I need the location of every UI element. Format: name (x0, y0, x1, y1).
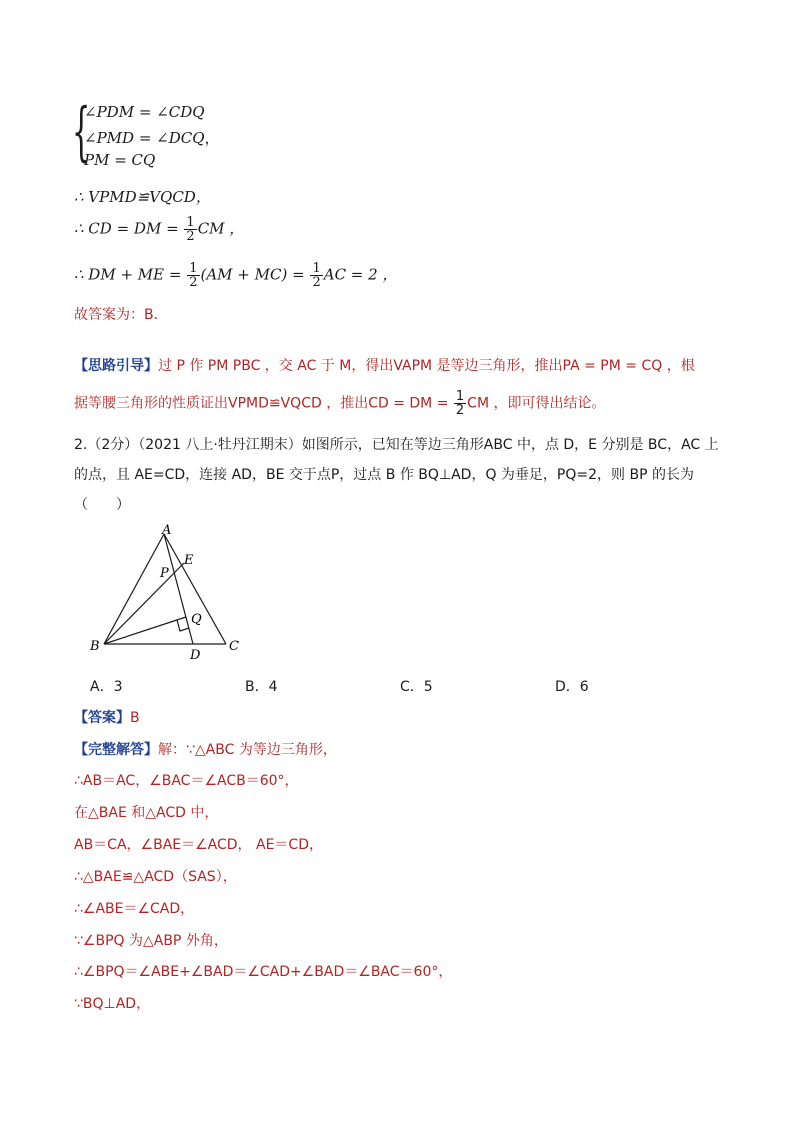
label-d: D (190, 648, 201, 663)
label-a: A (162, 523, 172, 538)
side-ac (164, 534, 226, 644)
triangle-figure (80, 520, 260, 665)
option-b: B．4 (245, 679, 278, 695)
solution-line: ∴∠BPQ＝∠ABE+∠BAD＝∠CAD+∠BAD＝∠BAC＝60°， (74, 964, 453, 980)
option-c: C．5 (400, 679, 433, 695)
hint-line-1: 【思路引导】过 P 作 PM PBC ，交 AC 于 M，得出VAPM 是等边三角形，推出PA = PM = CQ ，根 (74, 358, 695, 374)
question-line-3: （ ） (74, 497, 130, 513)
label-q: Q (191, 612, 202, 627)
label-e: E (184, 553, 194, 568)
solution-line: ∴∠ABE＝∠CAD， (74, 901, 195, 917)
question-line-2: 的点，且 AE=CD，连接 AD，BE 交于点P，过点 B 作 BQ⊥AD，Q 为垂足，PQ=2，则 BP 的长为 (74, 467, 694, 483)
answer-value: B (130, 710, 140, 726)
solution-line: AB＝CA，∠BAE＝∠ACD， AE＝CD， (74, 837, 323, 853)
answer-line: 故答案为：B． (74, 307, 168, 323)
step-congruent: ∴ VPMD≌VQCD， (74, 188, 211, 206)
system-eq3: PM = CQ (84, 151, 156, 169)
label-c: C (229, 639, 239, 654)
label-p: P (160, 566, 169, 581)
system-eq2: ∠PMD = ∠DCQ， (84, 129, 220, 147)
step-dm-me: ∴ DM + ME = $\frac{1}{2}$ (AM + MC) = $\frac{1}{2}$ AC = 2 ， (74, 261, 398, 290)
solution-first-line: 【完整解答】解：∵△ABC 为等边三角形， (74, 742, 337, 758)
system-eq1: ∠PDM = ∠CDQ (84, 103, 205, 121)
hint-line-2: 据等腰三角形的性质证出VPMD≌VQCD ，推出CD = DM = $\frac{1}{2}$ CM ，即可得出结论。 (74, 389, 606, 418)
solution-line: 在△BAE 和△ACD 中， (74, 805, 219, 821)
segment-be (104, 563, 184, 644)
option-d: D．6 (555, 679, 589, 695)
solution-line: ∴AB＝AC，∠BAC＝∠ACB＝60°， (74, 773, 299, 789)
solution-line: ∵∠BPQ 为△ABP 外角， (74, 933, 228, 949)
option-a: A．3 (90, 679, 123, 695)
label-b: B (90, 639, 100, 654)
answer-block (74, 707, 140, 727)
solution-line: ∴△BAE≌△ACD（SAS）， (74, 869, 237, 885)
hint-tag: 【思路引导】 (74, 358, 158, 374)
solution-tag: 【完整解答】 (74, 742, 158, 758)
step-cd-dm: ∴ CD = DM = $\frac{1}{2}$ CM ， (74, 215, 245, 244)
solution-line: ∵BQ⊥AD， (74, 996, 151, 1012)
answer-tag: 【答案】 (74, 710, 130, 726)
left-brace: { (72, 95, 91, 169)
question-line-1: 2.（2分）（2021 八上·牡丹江期末）如图所示，已知在等边三角形ABC 中，点 D，E 分别是 BC，AC 上 (74, 437, 719, 453)
